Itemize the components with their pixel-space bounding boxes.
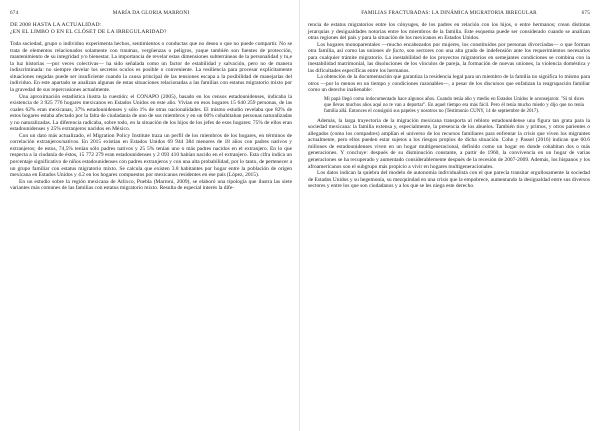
left-page-number: 674 [10,10,19,16]
left-body-text [10,41,292,192]
right-page [300,0,600,431]
right-running-title: FAMILIAS FRACTURADAS: LA DINÁMICA MIGRATORIA IRREGULAR [361,10,537,16]
left-running-title: MARÍA DA GLORIA MARRONI [112,10,190,16]
section-heading [10,22,292,35]
section-heading-line-1: DE 2008 HASTA LA ACTUALIDAD: [10,22,102,28]
paragraph-text: Los hogares monoparentales —mucho encabezados por mujeres, los constituidos por personas divorciadas— o que forman otra familia, así como las uniones [308,41,590,55]
paragraph: Con un dato más actualizado, el Migration Policy Institute traza un perfil de los miembros de los hogares, en términos de correlación extranjeros/nativos. En 2015 existían en Estados Unidos 69 944 384 menores de 18 años con padres nativos y extranjeros; de estos, 74,5% tenían sólo padres nativos y 25 5% tenían uno o más padres nacidos en el extranjero. En lo que respecta a la ciudanía de éstos, 15 772 279 eran estadounidenses y 2 093 410 habían nacido en el extranjero. Esta cifra indica un porcentaje significativo de niños estadounidenses con padres extranjeros y con una alta probabilidad, por lo tanto, de pertenecer a un grupo familiar con estatus migratorio mixto. Se calcula que existen 3.8 habitantes por hogar entre la población de origen mexicana en Estados Unidos y 4.2 en los hogares compuestos por mexicanos residentes en ese país (López, 2015). [10,132,292,179]
block-quote [324,97,584,115]
paragraph: La obtención de la documentación que garantiza la residencia legal para un miembro de la familia no significa lo mismo para otros —por lo menos en un tiempo y condiciones razonables—, a pesar de los discursos que enfatizan la reagrupación familiar como un derecho inalienable: [308,74,590,94]
paragraph-text: , son sectores con una alta grado de indefensión ante los requerimientos necesarios para cualquier trámite migratorio. La inestabilidad de los proyectos migratorios en semejantes condiciones se combina con la inestabilidad matrimonial, las disoluciones de los vínculos de pareja, la formación de nuevas uniones, la violencia doméstica y las dificultades específicas entre los hermanos. [308,48,590,74]
paragraph: En un estudio sobre la región mexicana de Atlixco, Puebla (Marroni, 2009), se elaboró una tipología que ilustra las siete variantes más comunes de las familias con estatus migratorio mixto. Resulta de especial interés la dife- [10,178,292,192]
right-page-number: 675 [581,10,590,16]
paragraph: rencia de estatus migratorios entre los cónyuges, de los padres en relación con los hijos, o entre hermanos; crean distintas jerarquías y desigualdades notorias entre los miembros de la familia. Este esquema puede ser considerado cuando se analizan otras regiones del país y para la situación de los mexicanos en Estados Unidos. [308,22,590,42]
paragraph: Una aproximación estadística ilustra la cuestión: el CONAPO (2005), basado en los censos estadounidenses, indicaba la existencia de 3 925 776 hogares mexicanos en Estados Unidos en este año. Vivían en esos hogares 15 640 259 personas, de las cuales 62% eran mexicanas, 37% estadounidenses y sólo 1% de otras nacionalidades. El mismo estudio revelaba que 82% de estos hogares estaba afectado por la falta de ciudadanía de uno de sus miembros y en un 60% cohabitaban personas naturalizadas y no naturalizadas. La diferencia radicaba, sobre todo, en la situación de los hijos de los jefes de esos hogares: 75% de ellos eran estadounidenses y 25% extranjeros nacidos en México. [10,93,292,133]
quote-text: Mi papá llegó como indocumentado hace algunos años. Cuando tenía año y medio en Estados Unidos le aconsejaron: "Si tú dices que llevas muchos años aquí no te van a deportar". En aquel tiempo era más fácil. Pero él tenía mucho miedo y dijo que no tenía familia allá. Entonces el consiguió sus papeles y nosotros no (Testimonio CUNY, 14 de septiembre de 2017). [324,97,584,114]
paragraph: Los datos indican la quiebra del modelo de autonomía individualista con el que parecía transitar orgullosamente la sociedad de Estados Unidos y su hegemonía, su mezquindad en una crisis que la empobrece, aumentando la desigualdad entre sus diversos sectores y entre los que son ciudadanos y a los que se les niega este derecho. [308,170,590,190]
paragraph: Toda sociedad, grupo o individuo experimenta hechos, sentimientos o conductas que no desea o que no puede compartir. No se trata de elementos relacionados solamente con traumas, vergüenzas o peligros, yaque también son fuentes de protección, mantenimiento de su integridad y/o bienestar. La importancia de revelar estas dimensiones subterráneas de la personalidad y tu,e la luz historias —por veces colectivas— ha sido señalada como un factor de estabilidad y salvación, pero no de manera indiscriminada: no siempre develar los secretos oculos es posible o conveniente. La resiliencia para procesar explícitamente situaciones negadas puede ser insuficiente cuando la causa principal de las tensiones escapa a la posibilidad de manejarlas del individuo. En este apartado se analizan algunas de estas situaciones relacionadas a las familias con estatus migratorio mixto por la gravedad de sus repercusiones actualmente. [10,41,292,94]
section-heading-line-2: ¿EN EL LIMBO O EN EL CLÓSET DE LA IRREGULARIDAD? [10,28,167,35]
emphasis-text: de facto [385,48,404,55]
paragraph [308,42,590,75]
right-body-text [308,22,590,190]
right-running-head [308,10,590,22]
left-running-head [10,10,292,22]
paragraph: Además, la larga trayectoria de la migración mexicana transporta al rebloto estadounidense una figura tan grata para la sociedad mexicana: la familia extensa y, especialmente, la presencia de los abuelos. También tíos y primos, y otros parientes o allegados (como los compadres) amplían el universo de los recursos familiares para enfrentar la crisis que viven los migrantes actualmente, pero ellos pueden estar sujetos a los riesgos propios de dicha situación. Cohn y Passel (2016) indican que 60.6 millones de estadounidenses viven en un hogar multigeneracional, definido como un hogar en donde cohabitan dos o más generaciones. Y concluye: después de su disminución constante, a partir de 1960, la convivencia en un hogar de varias generaciones se ha recuperado y aumentado considerablemente después de la recesión de 2007-2009. Además, los hispanos y los afroamericanos son el subgrupo más propicio a vivir en hogares multigeneracionales. [308,117,590,170]
